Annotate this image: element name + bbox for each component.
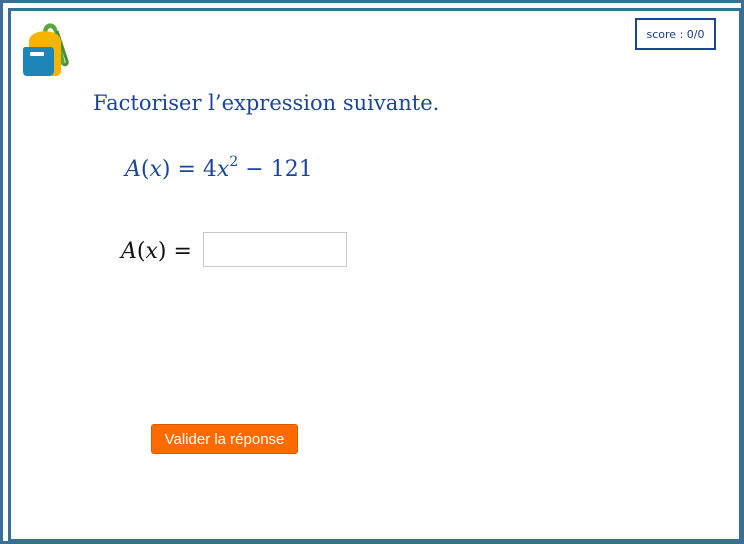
function-name: A xyxy=(125,157,141,182)
answer-function-argument: x xyxy=(145,239,158,264)
validate-answer-button[interactable] xyxy=(151,424,298,454)
backpack-logo-svg xyxy=(21,19,75,79)
answer-function-name: A xyxy=(121,239,137,264)
constant-term: 121 xyxy=(270,157,313,182)
backpack-icon xyxy=(21,19,75,79)
equals-sign: = xyxy=(177,157,196,182)
coefficient: 4 xyxy=(202,157,217,182)
question-instruction: Factoriser l’expression suivante. xyxy=(93,91,440,115)
answer-equals-sign: = xyxy=(173,239,192,264)
score-display xyxy=(635,18,716,50)
exponent: 2 xyxy=(229,154,239,170)
minus-sign: − xyxy=(245,157,264,182)
score-text: score : 0/0 xyxy=(646,27,705,41)
answer-label: A(x) = xyxy=(121,239,192,264)
exercise-panel xyxy=(8,8,742,542)
function-argument: x xyxy=(149,157,162,182)
validate-button-label: Valider la réponse xyxy=(164,430,285,448)
answer-input[interactable] xyxy=(203,232,347,267)
variable: x xyxy=(216,157,230,182)
math-expression: $A(x) = 4x^2 - 121$ xyxy=(125,154,313,182)
